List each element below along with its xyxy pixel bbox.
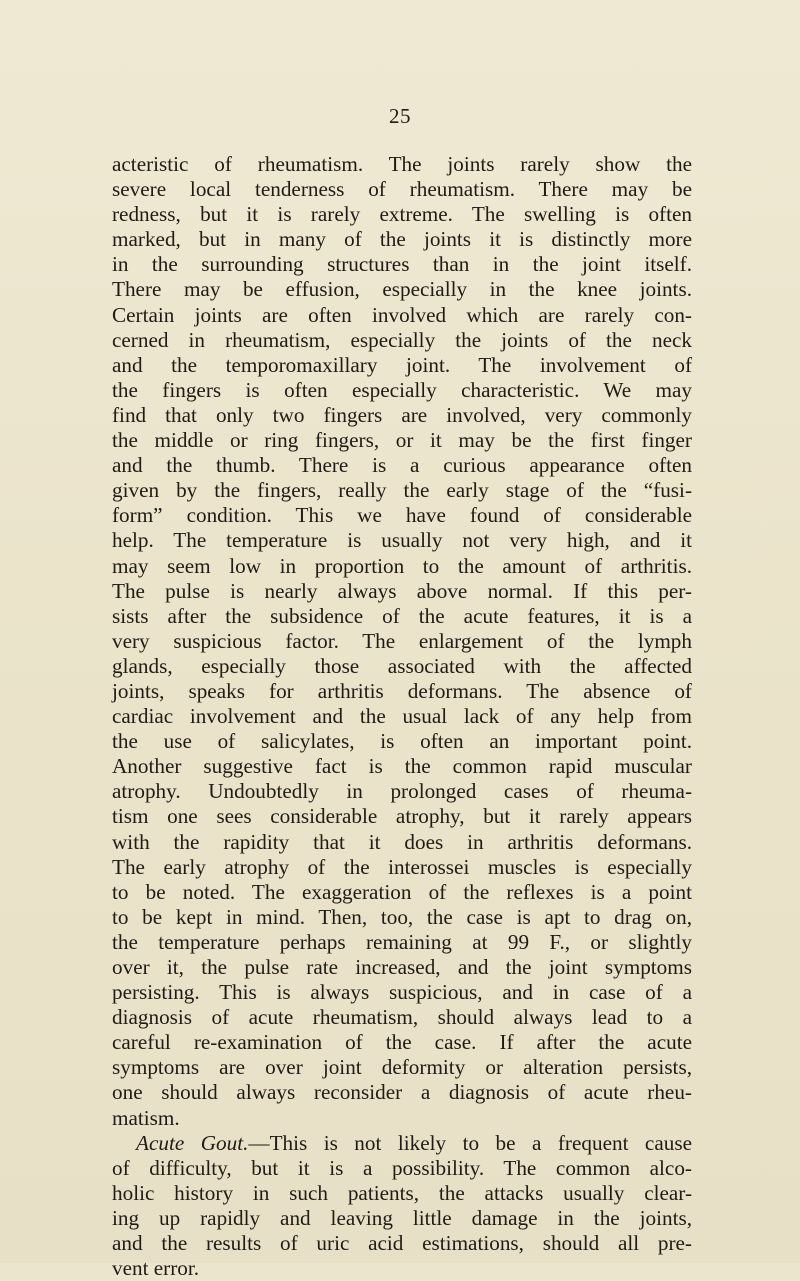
text-line: to be noted. The exaggeration of the reflexes is a point: [112, 879, 692, 904]
text-line: the middle or ring fingers, or it may be the first finger: [112, 428, 692, 453]
section-heading-acute-gout: Acute Gout.: [136, 1130, 249, 1155]
text-line: cerned in rheumatism, especially the joints of the neck: [112, 327, 692, 352]
text-line: given by the fingers, really the early stage of the “fusi-: [112, 478, 692, 503]
text-line: cardiac involvement and the usual lack of any help from: [112, 704, 692, 729]
text-line: severe local tenderness of rheumatism. There may be: [112, 177, 692, 202]
text-line: joints, speaks for arthritis deformans. The absence of: [112, 678, 692, 703]
text-line: persisting. This is always suspicious, and in case of a: [112, 980, 692, 1005]
text-line: one should always reconsider a diagnosis of acute rheu-: [112, 1080, 692, 1105]
text-line: may seem low in proportion to the amount of arthritis.: [112, 553, 692, 578]
text-line: the use of salicylates, is often an important point.: [112, 729, 692, 754]
text-line: and the thumb. There is a curious appearance often: [112, 453, 692, 478]
paragraph-acute-gout: [112, 1131, 692, 1281]
text-line: marked, but in many of the joints it is distinctly more: [112, 227, 692, 252]
text-line: find that only two fingers are involved, very commonly: [112, 402, 692, 427]
text-line: to be kept in mind. Then, too, the case is apt to drag on,: [112, 904, 692, 929]
text-line: careful re-examination of the case. If after the acute: [112, 1030, 692, 1055]
text-line: There may be effusion, especially in the knee joints.: [112, 277, 692, 302]
text-line: in the surrounding structures than in the joint itself.: [112, 252, 692, 277]
text-line: The pulse is nearly always above normal. If this per-: [112, 578, 692, 603]
text-line: matism.: [112, 1105, 180, 1130]
text-line: vent error.: [112, 1256, 200, 1281]
text-run: —This is not likely to be a frequent cause: [248, 1130, 692, 1155]
text-line: acteristic of rheumatism. The joints rarely show the: [112, 152, 692, 176]
text-line: tism one sees considerable atrophy, but it rarely appears: [112, 804, 692, 829]
text-line: redness, but it is rarely extreme. The swelling is often: [112, 202, 692, 227]
text-line: glands, especially those associated with the affected: [112, 653, 692, 678]
text-line: help. The temperature is usually not very high, and it: [112, 528, 692, 553]
text-line: and the results of uric acid estimations, should all pre-: [112, 1231, 692, 1256]
text-line: diagnosis of acute rheumatism, should always lead to a: [112, 1005, 692, 1030]
text-line: Another suggestive fact is the common rapid muscular: [112, 754, 692, 779]
text-line: The early atrophy of the interossei muscles is especially: [112, 854, 692, 879]
text-line: of difficulty, but it is a possibility. The common alco-: [112, 1155, 692, 1180]
page-number: 25: [389, 104, 411, 128]
text-line: the temperature perhaps remaining at 99 F., or slightly: [112, 929, 692, 954]
text-line: very suspicious factor. The enlargement of the lymph: [112, 628, 692, 653]
text-line: the fingers is often especially characteristic. We may: [112, 377, 692, 402]
text-line: form” condition. This we have found of considerable: [112, 503, 692, 528]
text-line: symptoms are over joint deformity or alteration persists,: [112, 1055, 692, 1080]
text-line: and the temporomaxillary joint. The involvement of: [112, 352, 692, 377]
text-line: [112, 1131, 692, 1156]
text-line: with the rapidity that it does in arthritis deformans.: [112, 829, 692, 854]
text-line: atrophy. Undoubtedly in prolonged cases of rheuma-: [112, 779, 692, 804]
text-line: sists after the subsidence of the acute features, it is a: [112, 603, 692, 628]
text-line: holic history in such patients, the attacks usually clear-: [112, 1180, 692, 1205]
body-text: [112, 152, 692, 1281]
paragraph-rheumatism-comparison: [112, 152, 692, 1131]
text-line: over it, the pulse rate increased, and the joint symptoms: [112, 955, 692, 979]
text-line: Certain joints are often involved which are rarely con-: [112, 302, 692, 327]
text-line: ing up rapidly and leaving little damage in the joints,: [112, 1205, 692, 1230]
